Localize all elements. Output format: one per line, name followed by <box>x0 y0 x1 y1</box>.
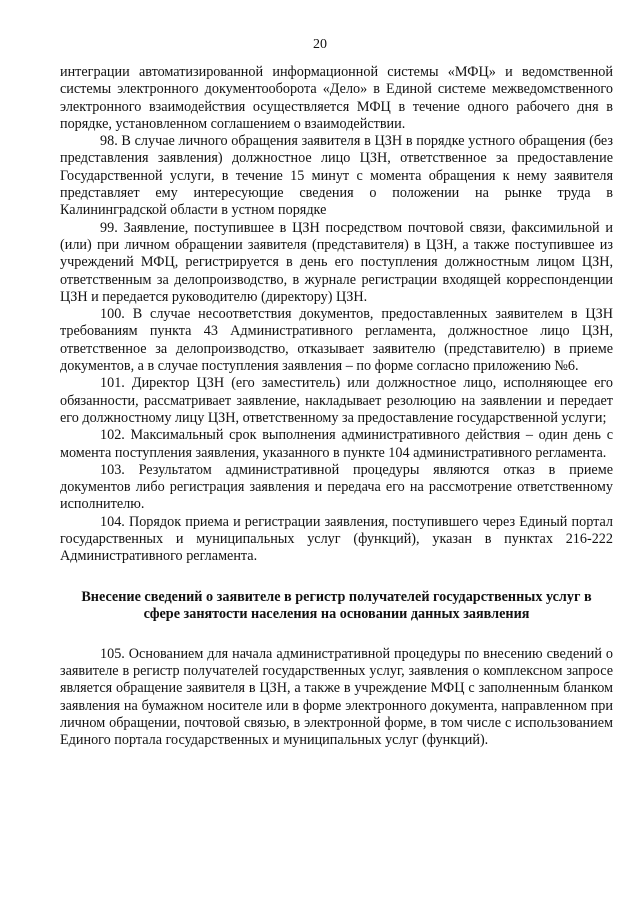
section-heading: Внесение сведений о заявителе в регистр получателей государственных услуг в сфере занятости населения на основании данных заявления <box>81 588 592 623</box>
paragraph-99: 99. Заявление, поступившее в ЦЗН посредством почтовой связи, факсимильной и (или) при личном обращении заявителя (представителя) в ЦЗН, а также поступившее из учреждений МФЦ, регистрируется в день его поступления должностным лицом ЦЗН, ответственным за делопроизводство, в журнале регистрации входящей корреспонденции ЦЗН и передается руководителю (директору) ЦЗН. <box>60 219 613 305</box>
paragraph-105: 105. Основанием для начала административной процедуры по внесению сведений о заявителе в регистр получателей государственных услуг, заявления о комплексном запросе является обращение заявителя в ЦЗН, а также в учреждение МФЦ с заполненным бланком заявления на бумажном носителе или в форме электронного документа, направленном при личном обращении, почтовой связью, в электронной форме, в том числе с использованием Единого портала государственных и муниципальных услуг (функций). <box>60 645 613 749</box>
paragraph-98: 98. В случае личного обращения заявителя в ЦЗН в порядке устного обращения (без представления заявления) должностное лицо ЦЗН, ответственное за предоставление Государственной услуги, в течение 15 минут с момента обращения к нему заявителя представляет ему интересующие сведения о положении на рынке труда в Калининградской области в устном порядке <box>60 133 613 219</box>
paragraph-continuation: интеграции автоматизированной информационной системы «МФЦ» и ведомственной системы электронного документооборота «Дело» в Единой системе межведомственного электронного взаимодействия осуществляется МФЦ в течение одного рабочего дня в порядке, установленном соглашением о взаимодействии. <box>60 64 613 132</box>
page-number: 20 <box>313 37 327 52</box>
paragraph-102: 102. Максимальный срок выполнения административного действия – один день с момента поступления заявления, указанного в пункте 104 административного регламента. <box>60 427 613 461</box>
document-body <box>60 64 613 749</box>
paragraph-100: 100. В случае несоответствия документов, предоставленных заявителем в ЦЗН требованиям пункта 43 Административного регламента, должностное лицо ЦЗН, ответственное за делопроизводство, отказывает заявителю (представителю) в приеме документов, а в случае поступления заявления – по форме согласно приложению №6. <box>60 306 613 375</box>
paragraph-101: 101. Директор ЦЗН (его заместитель) или должностное лицо, исполняющее его обязанности, рассматривает заявление, накладывает резолюцию на заявлении и передает его должностному лицу ЦЗН, ответственному за предоставление государственной услуги; <box>60 375 613 426</box>
paragraph-103: 103. Результатом административной процедуры являются отказ в приеме документов либо регистрация заявления и передача его на рассмотрение ответственному исполнителю. <box>60 461 613 513</box>
paragraph-104: 104. Порядок приема и регистрации заявления, поступившего через Единый портал государственных и муниципальных услуг (функций), указан в пунктах 216-222 Административного регламента. <box>60 513 613 565</box>
